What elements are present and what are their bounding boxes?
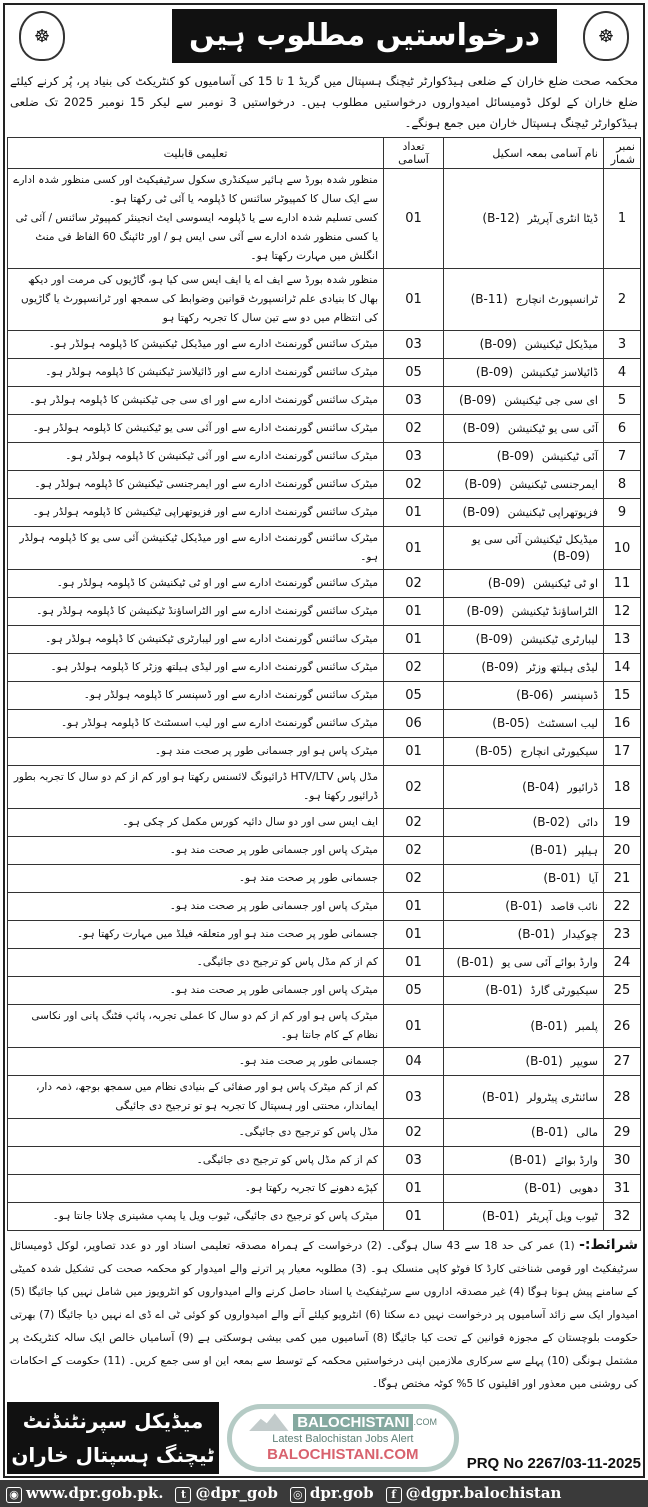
- post-count: 01: [384, 598, 444, 626]
- post-count: 05: [384, 682, 444, 710]
- post-grade: (B-01): [485, 983, 523, 997]
- table-row: [8, 893, 641, 921]
- post-name: میڈیکل ٹیکنیشن: [524, 338, 598, 351]
- post-count: 02: [384, 415, 444, 443]
- watermark-tagline: Latest Balochistan Jobs Alert: [272, 1432, 414, 1445]
- twitter-icon: t: [175, 1487, 191, 1503]
- globe-icon: ◉: [6, 1487, 22, 1503]
- table-row: [8, 626, 641, 654]
- row-number: 31: [604, 1175, 641, 1203]
- qualification-cell: [8, 710, 384, 738]
- qualification: میٹرک پاس اور جسمانی طور پر صحت مند ہو۔: [169, 844, 378, 856]
- signature-office: ٹیچنگ ہسپتال خاران: [11, 1443, 215, 1467]
- qualification-cell: [8, 682, 384, 710]
- row-number: 28: [604, 1076, 641, 1119]
- qualification-cell: [8, 766, 384, 809]
- table-row: [8, 415, 641, 443]
- table-row: [8, 809, 641, 837]
- signature-block: [7, 1402, 219, 1474]
- post-name: سیکیورٹی گارڈ: [530, 984, 598, 997]
- header-qual: تعلیمی قابلیت: [8, 138, 384, 169]
- post-grade: (B-05): [492, 716, 530, 730]
- post-name: وارڈ بوائے آئی سی یو: [501, 956, 598, 969]
- post-name: ہیلپر: [575, 844, 598, 857]
- vacancies-table: [7, 137, 641, 1231]
- table-row: [8, 598, 641, 626]
- facebook-link[interactable]: [386, 1484, 562, 1503]
- row-number: 11: [604, 570, 641, 598]
- post-name: لیبارٹری ٹیکنیشن: [520, 633, 598, 646]
- table-row: [8, 331, 641, 359]
- post-grade: (B-01): [525, 1054, 563, 1068]
- qualification: میٹرک سائنس گورنمنٹ ادارے سے اور فزیوتھراپی ٹیکنیشن کا ڈپلومہ ہولڈر ہو۔: [32, 506, 378, 518]
- row-number: 25: [604, 977, 641, 1005]
- post-name-cell: [444, 598, 604, 626]
- qualification-cell: [8, 865, 384, 893]
- qualification-alt: کسی تسلیم شدہ ادارے سے یا ڈپلومہ ایسوسی ایٹ انجینئر کمپیوٹر سائنس / آئی ٹی یا کسی منظور شدہ ادارے سے آئی سی ایس ہو / اور ٹائپنگ 60 الفاظ فی منٹ انگلش میں مہارت رکھتا ہو۔: [15, 212, 378, 262]
- qualification-cell: [8, 809, 384, 837]
- row-number: 8: [604, 471, 641, 499]
- post-count: 01: [384, 1203, 444, 1231]
- post-name: ای سی جی ٹیکنیشن: [504, 394, 598, 407]
- post-name-cell: [444, 499, 604, 527]
- qualification-cell: [8, 738, 384, 766]
- conditions: [7, 1231, 641, 1402]
- post-name: مالی: [576, 1126, 598, 1139]
- post-count: 02: [384, 865, 444, 893]
- post-count: 01: [384, 499, 444, 527]
- qualification: جسمانی طور پر صحت مند ہو اور متعلقہ فیلڈ میں مہارت رکھتا ہو۔: [76, 928, 378, 940]
- post-grade: (B-01): [481, 1089, 520, 1104]
- row-number: 6: [604, 415, 641, 443]
- qualification: جسمانی طور پر صحت مند ہو۔: [238, 872, 378, 884]
- post-name-cell: [444, 654, 604, 682]
- qualification: ایف ایس سی اور دو سال دائیہ کورس مکمل کر چکی ہو۔: [122, 816, 378, 828]
- table-row: [8, 471, 641, 499]
- qualification: میٹرک سائنس گورنمنٹ ادارے سے اور ایمرجنسی ٹیکنیشن کا ڈپلومہ ہولڈر ہو۔: [34, 478, 378, 490]
- post-name-cell: [444, 387, 604, 415]
- post-count: 03: [384, 331, 444, 359]
- post-grade: (B-12): [482, 211, 520, 225]
- row-number: 12: [604, 598, 641, 626]
- post-name: لیب اسسٹنٹ: [537, 717, 598, 730]
- table-row: [8, 1203, 641, 1231]
- row-number: 29: [604, 1119, 641, 1147]
- row-number: 13: [604, 626, 641, 654]
- qualification: میٹرک پاس ہو اور کم از کم دو سال کا عملی تجربہ، پائپ فٹنگ پانی اور نکاسی نظام کے کام جانتا ہو۔: [31, 1010, 378, 1041]
- table-row: [8, 570, 641, 598]
- row-number: 14: [604, 654, 641, 682]
- post-name: دھوبی: [569, 1182, 598, 1195]
- govt-logo-right-icon: [583, 11, 629, 61]
- qualification-cell: [8, 837, 384, 865]
- qualification-cell: [8, 1175, 384, 1203]
- govt-logo-left-icon: [19, 11, 65, 61]
- post-name: دائی: [577, 816, 598, 829]
- table-row: [8, 921, 641, 949]
- post-name: ایمرجنسی ٹیکنیشن: [509, 478, 598, 491]
- website-text: www.dpr.gob.pk.: [26, 1484, 164, 1502]
- post-count: 01: [384, 1005, 444, 1048]
- post-count: 03: [384, 1147, 444, 1175]
- post-name-cell: [444, 766, 604, 809]
- qualification: میٹرک سائنس گورنمنٹ ادارے سے اور لیب اسسٹنٹ کا ڈپلومہ ہولڈر ہو۔: [60, 717, 378, 729]
- row-number: 30: [604, 1147, 641, 1175]
- qualification: میٹرک سائنس گورنمنٹ ادارے سے اور آئی سی یو ٹیکنیشن کا ڈپلومہ ہولڈر ہو۔: [32, 422, 378, 434]
- post-count: 02: [384, 570, 444, 598]
- post-grade: (B-01): [543, 871, 581, 885]
- post-name-cell: [444, 359, 604, 387]
- qualification-cell: [8, 1048, 384, 1076]
- signature-title: میڈیکل سپرنٹنڈنٹ: [22, 1409, 204, 1433]
- table-row: [8, 1147, 641, 1175]
- post-name: ڈسپنسر: [561, 689, 598, 702]
- qualification: میٹرک سائنس گورنمنٹ ادارے سے اور لیبارٹری ٹیکنیشن کا ڈپلومہ ہولڈر ہو۔: [45, 633, 378, 645]
- row-number: 17: [604, 738, 641, 766]
- qualification-cell: [8, 527, 384, 570]
- post-count: 01: [384, 1175, 444, 1203]
- conditions-label: شرائط:-: [579, 1237, 638, 1253]
- qualification-cell: [8, 443, 384, 471]
- table-row: [8, 865, 641, 893]
- post-name: الٹراساؤنڈ ٹیکنیشن: [511, 605, 598, 618]
- table-row: [8, 443, 641, 471]
- qualification-cell: [8, 1076, 384, 1119]
- row-number: 4: [604, 359, 641, 387]
- table-row: [8, 977, 641, 1005]
- post-count: 02: [384, 766, 444, 809]
- post-count: 02: [384, 837, 444, 865]
- qualification: میٹرک پاس ہو اور جسمانی طور پر صحت مند ہو۔: [154, 745, 378, 757]
- qualification-cell: [8, 415, 384, 443]
- row-number: 15: [604, 682, 641, 710]
- post-grade: (B-01): [517, 927, 555, 941]
- post-name: سائنٹری پیٹرولر: [527, 1090, 598, 1104]
- table-row: [8, 710, 641, 738]
- post-count: 02: [384, 654, 444, 682]
- qualification-cell: [8, 921, 384, 949]
- post-name-cell: [444, 710, 604, 738]
- post-count: 03: [384, 387, 444, 415]
- post-name: فزیوتھراپی ٹیکنیشن: [507, 506, 598, 519]
- table-row: [8, 387, 641, 415]
- post-grade: (B-09): [552, 549, 590, 563]
- qualification: منظور شدہ بورڈ سے ایف اے یا ایف ایس سی کیا ہو، گاڑیوں کی مرمت اور دیکھ بھال کا بنیادی علم ٹرانسپورٹ قوانین وضوابط کی سمجھ اور ٹرانسپورٹ یا گاڑیوں کی انتظام میں دو سے تین سال کا تجربہ رکھتا ہو: [20, 274, 378, 324]
- qualification-cell: [8, 654, 384, 682]
- post-grade: (B-09): [466, 604, 504, 618]
- qualification-cell: [8, 269, 384, 331]
- post-name-cell: [444, 921, 604, 949]
- post-grade: (B-09): [496, 449, 534, 463]
- post-name: ٹرانسپورٹ انچارج: [515, 293, 598, 306]
- row-number: 5: [604, 387, 641, 415]
- post-grade: (B-01): [505, 899, 543, 913]
- post-name: چوکیدار: [562, 928, 598, 941]
- header-count: تعداد آسامی: [384, 138, 444, 169]
- post-name-cell: [444, 443, 604, 471]
- post-name: میڈیکل ٹیکنیشن آئی سی یو: [471, 533, 598, 546]
- table-row: [8, 359, 641, 387]
- post-name-cell: [444, 1203, 604, 1231]
- twitter-text: @dpr_gob: [195, 1484, 278, 1502]
- table-row: [8, 682, 641, 710]
- post-name: پلمبر: [575, 1019, 598, 1033]
- post-name-cell: [444, 1147, 604, 1175]
- row-number: 18: [604, 766, 641, 809]
- post-count: 01: [384, 921, 444, 949]
- qualification-cell: [8, 949, 384, 977]
- post-name-cell: [444, 837, 604, 865]
- table-row: [8, 949, 641, 977]
- qualification: میٹرک سائنس گورنمنٹ ادارے سے اور لیڈی ہیلتھ وزٹر کا ڈپلومہ ہولڈر ہو۔: [50, 661, 378, 673]
- post-grade: (B-05): [475, 744, 513, 758]
- post-count: 01: [384, 527, 444, 570]
- post-name-cell: [444, 1119, 604, 1147]
- post-grade: (B-01): [530, 1018, 568, 1033]
- qualification-cell: [8, 331, 384, 359]
- qualification-cell: [8, 977, 384, 1005]
- intro-text: محکمہ صحت ضلع خاران کے ضلعی ہیڈکوارٹر ٹیچنگ ہسپتال میں گریڈ 1 تا 15 کی آسامیوں کو کنٹریکٹ کی بنیاد پر، پُر کرنے کیلئے ضلع خاران کے لوکل ڈومیسائل امیدواروں درخواستیں مطلوب ہیں۔ درخواستیں 3 نومبر سے لیکر 15 نومبر 2025 تک ضلعی ہیڈکوارٹر ٹیچنگ ہسپتال خاران میں جمع ہونگے۔: [10, 74, 639, 130]
- post-grade: (B-02): [532, 815, 570, 829]
- watermark-site: BALOCHISTANI.COM: [267, 1445, 419, 1463]
- ad-header: [7, 9, 641, 71]
- table-row: [8, 527, 641, 570]
- post-name-cell: [444, 865, 604, 893]
- row-number: 23: [604, 921, 641, 949]
- qualification-cell: [8, 893, 384, 921]
- post-grade: (B-09): [459, 393, 497, 407]
- post-name: وارڈ بوائے: [554, 1154, 598, 1167]
- post-name-cell: [444, 1076, 604, 1119]
- header-num: نمبر شمار: [604, 138, 641, 169]
- post-grade: (B-09): [462, 505, 500, 519]
- post-name: آئی سی یو ٹیکنیشن: [507, 422, 598, 435]
- post-name: ڈائیلاسز ٹیکنیشن: [521, 366, 598, 379]
- table-row: [8, 1175, 641, 1203]
- logo-glyph: ☸: [597, 25, 615, 47]
- post-name-cell: [444, 415, 604, 443]
- post-name: سیکیورٹی انچارج: [520, 745, 598, 758]
- qualification: کم از کم مڈل پاس کو ترجیح دی جائیگی۔: [196, 1154, 378, 1166]
- qualification: جسمانی طور پر صحت مند ہو۔: [238, 1055, 378, 1067]
- post-grade: (B-09): [475, 365, 514, 379]
- instagram-link[interactable]: [290, 1484, 374, 1503]
- post-grade: (B-06): [516, 688, 554, 702]
- post-count: 01: [384, 269, 444, 331]
- instagram-icon: ◎: [290, 1487, 306, 1503]
- post-name-cell: [444, 570, 604, 598]
- post-name-cell: [444, 626, 604, 654]
- post-count: 01: [384, 893, 444, 921]
- logo-glyph: ☸: [33, 25, 51, 47]
- post-count: 06: [384, 710, 444, 738]
- post-name-cell: [444, 1005, 604, 1048]
- table-row: [8, 269, 641, 331]
- table-header-row: [8, 138, 641, 169]
- table-row: [8, 1119, 641, 1147]
- post-count: 03: [384, 443, 444, 471]
- post-grade: (B-01): [531, 1125, 569, 1139]
- conditions-text: (1) عمر کی حد 18 سے 43 سال ہوگی۔ (2) درخواست کے ہمراہ مصدقہ تعلیمی اسناد اور دو عدد تصاویر، لوکل ڈومیسائل سرٹیفکیٹ اور قومی شناختی کارڈ کا فوٹو کاپی منسلک ہو۔ (3) مطلوبہ معیار پر اترنے والے امیدوار کو محکمہ صحت کی تشکیل شدہ کمیٹی کے سامنے پیش ہونا ہوگا (4) غیر مصدقہ اداروں سے سرٹیفکیٹ یا اسناد حاصل کرنے والے امیدواروں کو انٹرویوز میں شامل نہیں کیا جائیگا (5) امیدوار ایک سے زائد آسامیوں پر درخواست نہیں دے سکتا (6) انٹرویو کیلئے آنے والے امیدواروں کو کوئی ٹی اے ڈی اے نہیں دیا جائیگا (7) بھرتی حکومت بلوچستان کے مجوزہ قوانین کے تحت کیا جائیگا (8) آسامیوں میں کمی بیشی ہوسکتی ہے (9) آسامیاں خالص ایک سالہ کنٹریکٹ پر مشتمل ہونگی (10) پہلے سے سرکاری ملازمین اپنی درخواستیں محکمہ کے توسط سے بمعہ این او سی جمع کریں۔ (11) حکومت کے احکامات کی روشنی میں معذور اور اقلیتوں کا 5% کوٹہ مختص ہوگا۔: [10, 1240, 639, 1390]
- table-row: [8, 1005, 641, 1048]
- row-number: 27: [604, 1048, 641, 1076]
- post-name-cell: [444, 977, 604, 1005]
- qualification: کم از کم مڈل پاس کو ترجیح دی جائیگی۔: [196, 956, 378, 968]
- prq-number: PRQ No 2267/03-11-2025: [466, 1455, 641, 1472]
- table-row: [8, 1076, 641, 1119]
- post-count: 01: [384, 949, 444, 977]
- row-number: 32: [604, 1203, 641, 1231]
- row-number: 26: [604, 1005, 641, 1048]
- post-grade: (B-01): [509, 1153, 547, 1167]
- qualification-cell: [8, 570, 384, 598]
- post-name-cell: [444, 269, 604, 331]
- post-count: 05: [384, 359, 444, 387]
- qualification-cell: [8, 598, 384, 626]
- post-name-cell: [444, 1175, 604, 1203]
- post-name-cell: [444, 169, 604, 269]
- qualification-cell: [8, 1119, 384, 1147]
- post-grade: (B-09): [464, 477, 502, 491]
- post-count: 04: [384, 1048, 444, 1076]
- post-grade: (B-09): [479, 337, 517, 351]
- website-link[interactable]: [6, 1484, 163, 1503]
- header-name: نام آسامی بمعہ اسکیل: [444, 138, 604, 169]
- qualification: میٹرک سائنس گورنمنٹ ادارے سے اور آئی ٹیکنیشن کا ڈپلومہ ہولڈر ہو۔: [65, 450, 378, 462]
- row-number: 1: [604, 169, 641, 269]
- qualification: میٹرک سائنس گورنمنٹ ادارے سے اور میڈیکل ٹیکنیشن کا ڈپلومہ ہولڈر ہو۔: [48, 338, 378, 350]
- post-name: نائب قاصد: [550, 900, 598, 913]
- post-count: 02: [384, 1119, 444, 1147]
- post-name: ڈیٹا انٹری آپریٹر: [527, 212, 598, 225]
- post-grade: (B-09): [462, 421, 500, 435]
- qualification-cell: [8, 387, 384, 415]
- row-number: 3: [604, 331, 641, 359]
- post-count: 01: [384, 169, 444, 269]
- qualification: میٹرک سائنس گورنمنٹ ادارے سے اور او ٹی ٹیکنیشن کا ڈپلومہ ہولڈر ہو۔: [56, 577, 378, 589]
- row-number: 19: [604, 809, 641, 837]
- table-row: [8, 837, 641, 865]
- row-number: 20: [604, 837, 641, 865]
- post-grade: (B-04): [522, 779, 560, 794]
- post-name: ڈرائیور: [567, 780, 598, 794]
- post-name-cell: [444, 471, 604, 499]
- watermark-badge: [227, 1404, 459, 1471]
- post-grade: (B-09): [475, 632, 513, 646]
- qualification: میٹرک سائنس گورنمنٹ ادارے سے اور ڈسپنسر کا ڈپلومہ ہولڈر ہو۔: [83, 689, 378, 701]
- row-number: 21: [604, 865, 641, 893]
- instagram-text: dpr.gob: [309, 1484, 374, 1502]
- post-name: او ٹی ٹیکنیشن: [533, 577, 598, 590]
- watermark-name: BALOCHISTANI: [293, 1414, 413, 1431]
- table-row: [8, 654, 641, 682]
- table-row: [8, 499, 641, 527]
- post-grade: (B-01): [530, 843, 568, 857]
- table-row: [8, 1048, 641, 1076]
- twitter-link[interactable]: [175, 1484, 277, 1503]
- row-number: 16: [604, 710, 641, 738]
- qualification: میٹرک پاس اور جسمانی طور پر صحت مند ہو۔: [169, 900, 378, 912]
- qualification-cell: [8, 359, 384, 387]
- qualification: میٹرک سائنس گورنمنٹ ادارے سے اور میڈیکل ٹیکنیشن آئی سی یو کا ڈپلومہ ہولڈر ہو۔: [19, 532, 378, 563]
- row-number: 24: [604, 949, 641, 977]
- row-number: 22: [604, 893, 641, 921]
- post-count: 03: [384, 1076, 444, 1119]
- post-count: 02: [384, 471, 444, 499]
- table-row: [8, 766, 641, 809]
- qualification-cell: [8, 626, 384, 654]
- post-count: 05: [384, 977, 444, 1005]
- footer-bar: [0, 1480, 648, 1507]
- bottom-section: [7, 1402, 641, 1474]
- post-grade: (B-11): [470, 292, 508, 306]
- page-title: درخواستیں مطلوب ہیں: [172, 9, 557, 63]
- facebook-text: @dgpr.balochistan: [405, 1484, 562, 1502]
- post-grade: (B-09): [481, 660, 519, 674]
- post-name-cell: [444, 682, 604, 710]
- post-name: آیا: [588, 872, 598, 885]
- post-count: 01: [384, 626, 444, 654]
- facebook-icon: f: [386, 1487, 402, 1503]
- row-number: 2: [604, 269, 641, 331]
- row-number: 7: [604, 443, 641, 471]
- qualification: کپڑے دھونے کا تجربہ رکھتا ہو۔: [244, 1182, 378, 1194]
- post-name: لیڈی ہیلتھ وزٹر: [526, 661, 598, 674]
- post-name-cell: [444, 893, 604, 921]
- row-number: 10: [604, 527, 641, 570]
- table-row: [8, 738, 641, 766]
- qualification-cell: [8, 471, 384, 499]
- qualification-cell: [8, 1147, 384, 1175]
- post-count: 02: [384, 809, 444, 837]
- qualification: میٹرک پاس اور جسمانی طور پر صحت مند ہو۔: [169, 984, 378, 996]
- table-row: [8, 169, 641, 269]
- post-name: ٹیوب ویل آپریٹر: [527, 1210, 598, 1223]
- ad-frame: [3, 3, 645, 1478]
- qualification-cell: [8, 169, 384, 269]
- post-grade: (B-01): [524, 1181, 562, 1195]
- post-name-cell: [444, 809, 604, 837]
- post-name: آئی ٹیکنیشن: [541, 450, 598, 463]
- post-grade: (B-01): [482, 1209, 520, 1223]
- qualification: منظور شدہ بورڈ سے ہائیر سیکنڈری سکول سرٹیفیکیٹ اور کسی منظور شدہ ادارے سے ایک سال کا کمپیوٹر سائنس کا ڈپلومہ یا آئی ٹی رکھتا ہو۔: [13, 174, 378, 205]
- post-name-cell: [444, 527, 604, 570]
- qualification-cell: [8, 1005, 384, 1048]
- watermark-com: .COM: [413, 1417, 437, 1428]
- post-grade: (B-01): [456, 955, 494, 969]
- qualification: میٹرک پاس کو ترجیح دی جائیگی، ٹیوب ویل یا پمپ مشینری چلانا جانتا ہو۔: [52, 1210, 378, 1222]
- post-name-cell: [444, 738, 604, 766]
- qualification-cell: [8, 499, 384, 527]
- qualification: مڈل پاس کو ترجیح دی جائیگی۔: [238, 1126, 378, 1138]
- post-grade: (B-09): [487, 576, 526, 590]
- qualification: کم از کم میٹرک پاس ہو اور صفائی کے بنیادی نظام میں سمجھ بوجھ، ذمہ دار، ایماندار، محنتی اور ہسپتال کا تجربہ ہو تو ترجیح دی جائیگی: [35, 1081, 378, 1112]
- post-count: 01: [384, 738, 444, 766]
- mountain-icon: [249, 1413, 289, 1431]
- post-name-cell: [444, 949, 604, 977]
- qualification-cell: [8, 1203, 384, 1231]
- row-number: 9: [604, 499, 641, 527]
- qualification: میٹرک سائنس گورنمنٹ ادارے سے اور الٹراساؤنڈ ٹیکنیشن کا ڈپلومہ ہولڈر ہو۔: [36, 605, 378, 617]
- post-name-cell: [444, 1048, 604, 1076]
- qualification: میٹرک سائنس گورنمنٹ ادارے سے اور ای سی جی ٹیکنیشن کا ڈپلومہ ہولڈر ہو۔: [29, 394, 378, 406]
- qualification: مڈل پاس HTV/LTV ڈرائیونگ لائسنس رکھتا ہو اور کم از کم دو سال کا تجربہ بطور ڈرائیور رکھتا ہو۔: [13, 771, 378, 802]
- post-name-cell: [444, 331, 604, 359]
- qualification: میٹرک سائنس گورنمنٹ ادارے سے اور ڈائیلاسز ٹیکنیشن کا ڈپلومہ ہولڈر ہو۔: [45, 366, 378, 378]
- post-name: سویپر: [570, 1055, 598, 1068]
